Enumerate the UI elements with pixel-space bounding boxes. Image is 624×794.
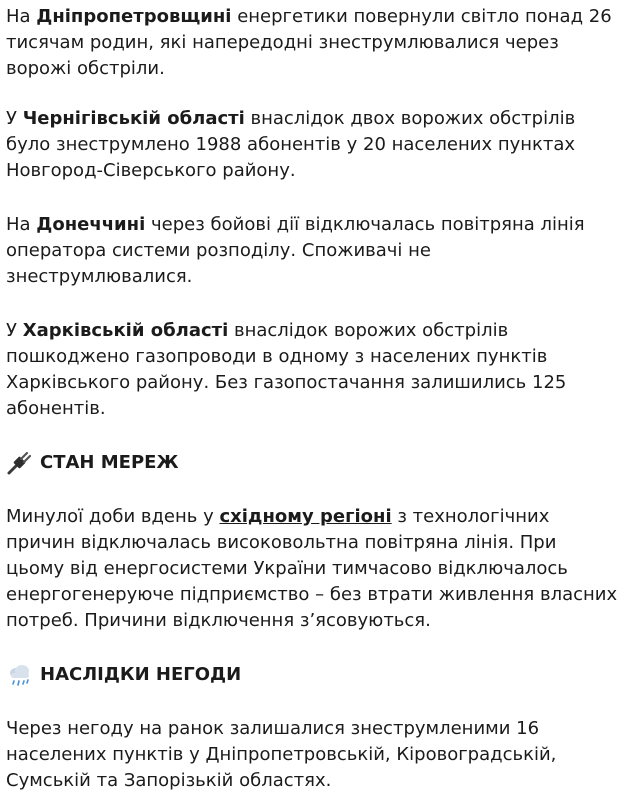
paragraph-chernihiv (6, 106, 618, 184)
electric-plug-icon (6, 450, 34, 476)
text-segment: внаслідок ворожих обстрілів пошкоджено газопроводи в одному з населених пунктів Харківського району. Без газопостачання залишились 125 абонентів. (6, 320, 567, 419)
text-segment: енергетики повернули світло понад 26 тисячам родин, які напередодні знеструмлювалися через ворожі обстріли. (6, 6, 612, 79)
text-segment: Через негоду на ранок залишалися знеструмленими 16 населених пунктів у Дніпропетровській, Кіровоградській, Сумській та Запорізькій областях. (6, 718, 557, 791)
section-weather-heading (6, 662, 618, 688)
text-segment: з технологічних причин відключалась високовольтна повітряна лінія. При цьому від енергосистеми України тимчасово відключалось енергогенеруюче підприємство – без втрати живлення власних потреб. Причини відключення з’ясовуються. (6, 506, 618, 631)
cloud-rain-icon (6, 662, 34, 688)
section-title: СТАН МЕРЕЖ (40, 452, 179, 473)
region-name: Дніпропетровщині (36, 6, 232, 27)
section-title: НАСЛІДКИ НЕГОДИ (40, 664, 242, 685)
text-segment: У (6, 320, 23, 341)
paragraph-donetsk (6, 212, 618, 290)
document-body (0, 4, 624, 794)
text-segment: На (6, 214, 37, 235)
paragraph-dnipro (6, 4, 618, 82)
text-segment: На (6, 6, 37, 27)
paragraph-weather (6, 716, 618, 794)
paragraph-east (6, 504, 618, 634)
text-segment: через бойові дії відключалась повітряна лінія оператора системи розподілу. Споживачі не знеструмлювалися. (6, 214, 585, 287)
region-name: Харківській області (22, 320, 229, 341)
section-networks-heading (6, 450, 618, 476)
text-segment: Минулої доби вдень у (6, 506, 220, 527)
region-name: Чернігівській області (22, 108, 245, 129)
region-name: східному регіоні (219, 506, 392, 527)
paragraph-kharkiv (6, 318, 618, 422)
text-segment: У (6, 108, 23, 129)
region-name: Донеччині (36, 214, 146, 235)
text-segment: внаслідок двох ворожих обстрілів було знеструмлено 1988 абонентів у 20 населених пунктах Новгород-Сіверського району. (6, 108, 576, 181)
